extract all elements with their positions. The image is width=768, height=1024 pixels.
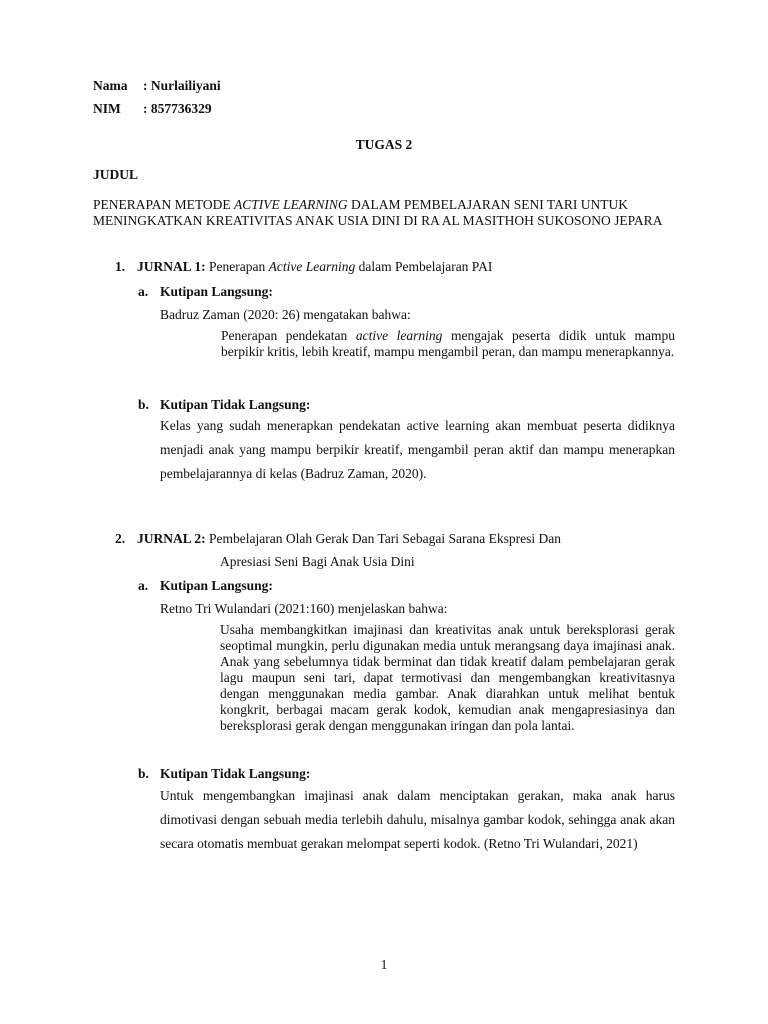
section-2a-quote: Usaha membangkitkan imajinasi dan kreativitas anak untuk bereksplorasi gerak seoptimal mungkin, perlu digunakan media untuk merangsang daya imajinasi anak. Anak yang sebelumnya tidak berminat dan tidak kreatif dalam pembelajaran gerak lagu maupun seni tari, dapat termotivasi dan mengembangkan kreativitasnya dengan menggunakan media gambar. Anak diarahkan untuk melihat bentuk kongkrit, berbagai macam gerak kodok, kemudian anak mengapresiasinya dan bereksplorasi gerak dengan menggunakan iringan dan pola lantai.: [220, 622, 675, 733]
section-1b-marker: b.: [138, 397, 149, 412]
section-2-title-line2: Apresiasi Seni Bagi Anak Usia Dini: [220, 554, 415, 569]
section-1a-quote-part2: mengajak peserta didik untuk mampu berpikir kritis, lebih kreatif, mampu mengambil peran, dan mampu menerapkannya.: [221, 328, 675, 359]
section-2-label: JURNAL 2:: [137, 531, 206, 546]
name-label: Nama: [93, 78, 128, 93]
judul-label: JUDUL: [93, 167, 139, 182]
section-2b-text: Untuk mengembangkan imajinasi anak dalam menciptakan gerakan, maka anak harus dimotivasi dengan sebuah media terlebih dahulu, misalnya gambar kodok, sehingga anak akan secara otomatis membuat gerakan melompat seperti kodok. (Retno Tri Wulandari, 2021): [160, 788, 675, 851]
nim-line: [93, 101, 212, 117]
section-1b-text: Kelas yang sudah menerapkan pendekatan active learning akan membuat peserta didiknya menjadi anak yang mampu berpikir kreatif, mengambil peran aktif dan mampu menerapkan pembelajarannya di kelas (Badruz Zaman, 2020).: [160, 418, 675, 481]
section-1a-quote-italic: active learning: [355, 328, 443, 343]
page-number: 1: [380, 957, 388, 972]
section-1a-intro: Badruz Zaman (2020: 26) mengatakan bahwa:: [160, 307, 411, 322]
section-2b-heading: [138, 766, 310, 782]
section-2b-label: Kutipan Tidak Langsung:: [160, 766, 311, 781]
section-2a-marker: a.: [138, 578, 149, 593]
section-1a-quote: [221, 328, 675, 360]
section-2a-label: Kutipan Langsung:: [160, 578, 273, 593]
section-1-title-part1: Penerapan: [205, 259, 269, 274]
judul-text-italic: ACTIVE LEARNING: [234, 197, 348, 212]
section-1b-heading: [138, 397, 310, 413]
name-value: : Nurlailiyani: [143, 78, 221, 93]
section-2-title-line1: Pembelajaran Olah Gerak Dan Tari Sebagai Sarana Ekspresi Dan: [205, 531, 561, 546]
section-1-number: 1.: [115, 259, 126, 274]
section-1-label: JURNAL 1:: [137, 259, 206, 274]
section-2-number: 2.: [115, 531, 126, 546]
section-2a-heading: [138, 578, 273, 594]
section-1-heading: [115, 259, 492, 275]
section-1a-marker: a.: [138, 284, 149, 299]
section-2b-marker: b.: [138, 766, 149, 781]
judul-text: [93, 197, 693, 229]
section-2-heading: [115, 531, 561, 547]
name-line: [93, 78, 221, 94]
judul-text-part1: PENERAPAN METODE: [93, 197, 235, 212]
section-1a-quote-part1: Penerapan pendekatan: [221, 328, 356, 343]
section-1-title-italic: Active Learning: [268, 259, 356, 274]
section-1b-label: Kutipan Tidak Langsung:: [160, 397, 311, 412]
section-2a-intro: Retno Tri Wulandari (2021:160) menjelaskan bahwa:: [160, 601, 448, 616]
section-1a-heading: [138, 284, 273, 300]
nim-value: : 857736329: [143, 101, 212, 116]
assignment-title: TUGAS 2: [355, 137, 413, 152]
nim-label: NIM: [93, 101, 121, 116]
section-1-title-part2: dalam Pembelajaran PAI: [355, 259, 493, 274]
section-1a-label: Kutipan Langsung:: [160, 284, 273, 299]
judul-text-part2: DALAM PEMBELAJARAN SENI TARI UNTUK MENINGKATKAN KREATIVITAS ANAK USIA DINI DI RA AL MASITHOH SUKOSONO JEPARA: [93, 197, 663, 228]
